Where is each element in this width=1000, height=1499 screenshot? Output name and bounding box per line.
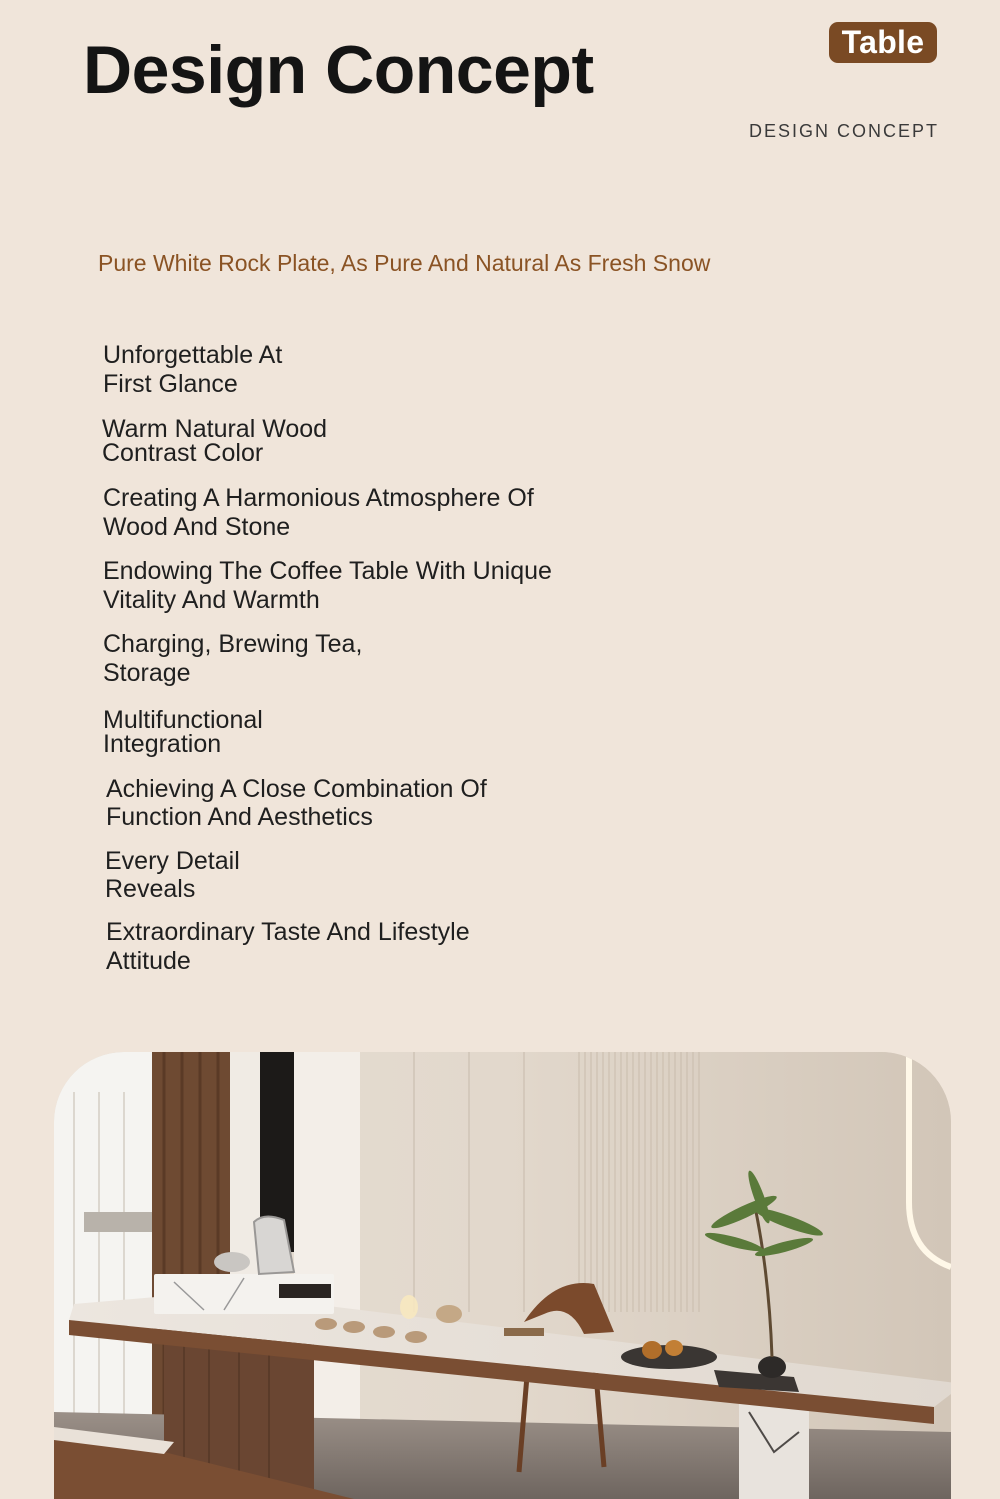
feature-line-1: Unforgettable At	[103, 341, 283, 369]
feature-item	[106, 918, 470, 976]
feature-item	[103, 557, 552, 615]
feature-line-1: Multifunctional	[103, 706, 263, 734]
feature-line-1: Charging, Brewing Tea,	[103, 630, 363, 658]
feature-line-1: Achieving A Close Combination Of	[106, 775, 487, 803]
feature-item	[105, 847, 240, 903]
category-badge: Table	[829, 22, 937, 63]
feature-line-2: Integration	[103, 730, 222, 758]
tagline: Pure White Rock Plate, As Pure And Natural As Fresh Snow	[98, 250, 711, 276]
feature-line-2: Storage	[103, 659, 191, 687]
feature-line-2: Attitude	[106, 947, 191, 975]
feature-line-2: First Glance	[103, 370, 238, 398]
feature-line-1: Warm Natural Wood	[102, 415, 328, 443]
feature-line-1: Endowing The Coffee Table With Unique	[103, 557, 552, 585]
feature-item	[102, 417, 327, 465]
feature-line-2: Function And Aesthetics	[106, 803, 373, 831]
feature-item	[103, 708, 263, 756]
section-subtitle: DESIGN CONCEPT	[748, 121, 939, 141]
feature-line-1: Creating A Harmonious Atmosphere Of	[103, 484, 534, 512]
feature-line-1: Extraordinary Taste And Lifestyle	[106, 918, 470, 946]
feature-line-2: Wood And Stone	[103, 513, 291, 541]
feature-item	[103, 341, 282, 399]
feature-item	[103, 484, 534, 542]
feature-line-2: Reveals	[105, 875, 196, 903]
feature-line-2: Vitality And Warmth	[103, 586, 320, 614]
feature-item	[106, 775, 487, 831]
tea-table-photo	[54, 1052, 951, 1499]
page-title: Design Concept	[83, 32, 594, 108]
feature-line-2: Contrast Color	[102, 439, 264, 467]
feature-item	[103, 630, 362, 688]
tea-table-photo-icon	[54, 1052, 951, 1499]
feature-line-1: Every Detail	[105, 847, 240, 875]
